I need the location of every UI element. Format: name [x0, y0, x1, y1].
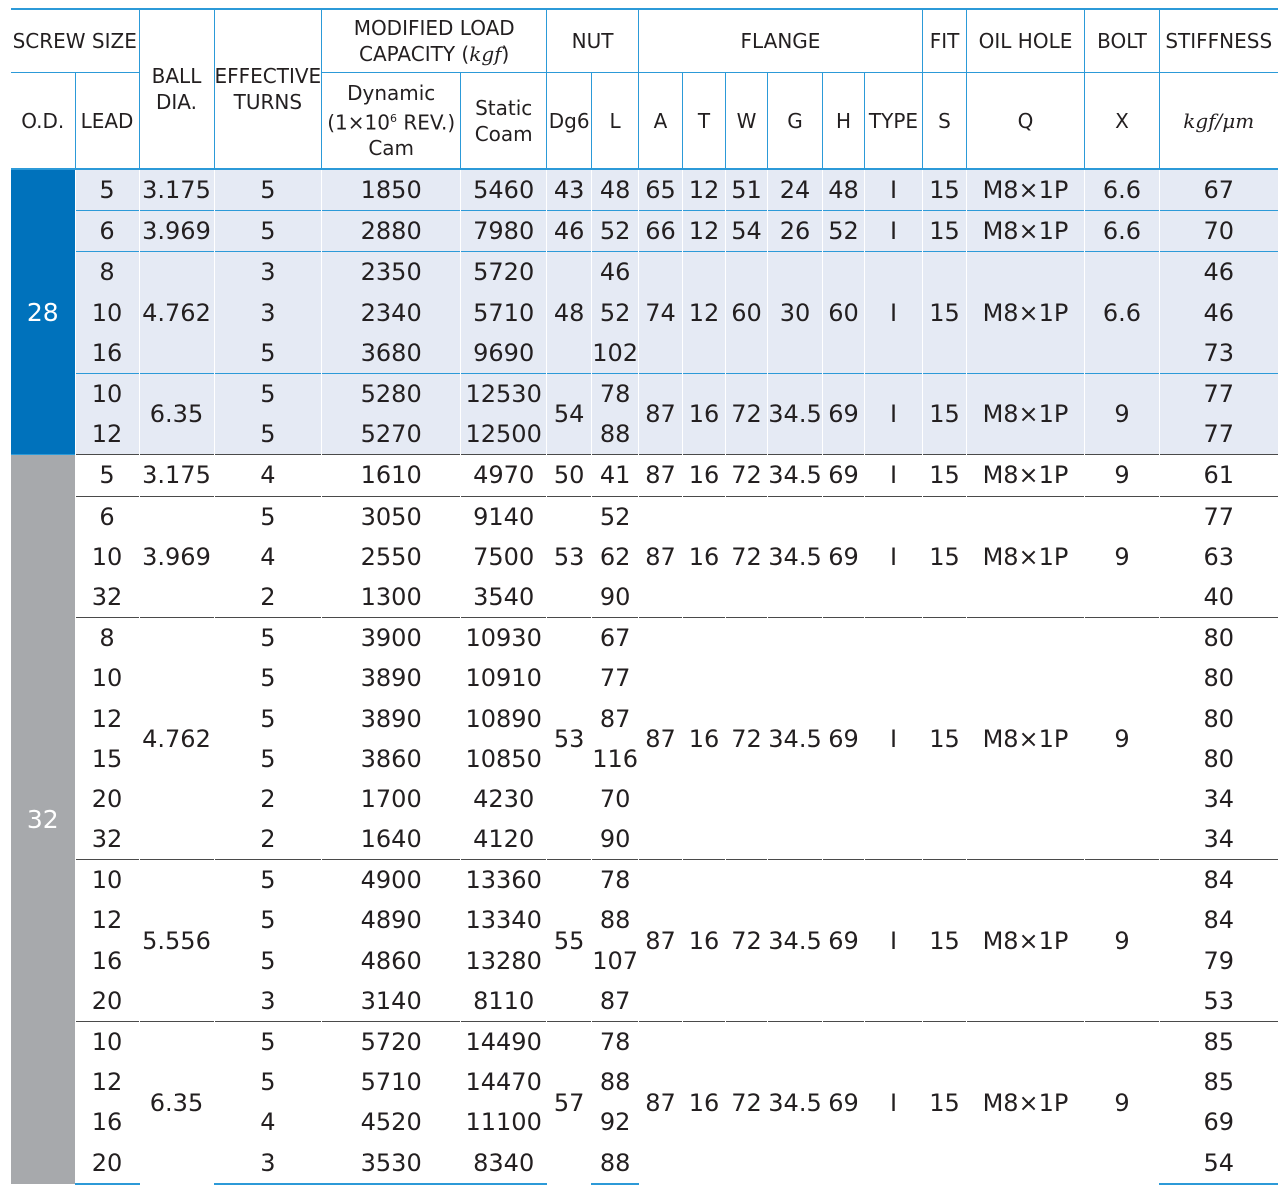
- dyn-cell: 3890: [322, 658, 461, 698]
- dynamic-header: Dynamic ($1\times 10^6$ REV.) Cam: [322, 73, 461, 170]
- turns-cell: 2: [214, 819, 322, 860]
- lead-header: LEAD: [75, 73, 139, 170]
- g-header: G: [768, 73, 823, 170]
- stat-cell: 14470: [461, 1062, 547, 1102]
- dyn-cell: 5270: [322, 414, 461, 455]
- dyn-cell: 3680: [322, 333, 461, 374]
- l-cell: 90: [592, 577, 639, 618]
- q-cell: M8×1P: [967, 455, 1085, 496]
- stiff-cell: 46: [1160, 252, 1278, 293]
- dyn-cell: 4520: [322, 1102, 461, 1142]
- dg6-cell: 54: [547, 373, 592, 454]
- stat-cell: 3540: [461, 577, 547, 618]
- ball-cell: 3.175: [139, 455, 214, 496]
- stiff-cell: 69: [1160, 1102, 1278, 1142]
- w-cell: 72: [726, 496, 768, 618]
- t-cell: 16: [683, 373, 726, 454]
- table-row: [11, 211, 1278, 252]
- stiff-cell: 84: [1160, 900, 1278, 940]
- g-cell: 34.5: [768, 496, 823, 618]
- turns-cell: 3: [214, 252, 322, 293]
- ball-cell: 6.35: [139, 1021, 214, 1183]
- stat-cell: 9690: [461, 333, 547, 374]
- stat-cell: 12500: [461, 414, 547, 455]
- s-cell: 15: [923, 618, 967, 860]
- a-cell: 87: [639, 618, 683, 860]
- stat-cell: 12530: [461, 373, 547, 414]
- dyn-cell: 4860: [322, 941, 461, 981]
- stat-cell: 13360: [461, 860, 547, 901]
- l-cell: 87: [592, 698, 639, 738]
- s-cell: 15: [923, 496, 967, 618]
- g-cell: 34.5: [768, 1021, 823, 1183]
- lead-cell: 6: [75, 211, 139, 252]
- table-row: [11, 252, 1278, 293]
- type-cell: I: [865, 252, 923, 374]
- dyn-cell: 2550: [322, 537, 461, 577]
- ball-dia-header: BALL DIA.: [139, 9, 214, 169]
- h-cell: 52: [823, 211, 865, 252]
- dyn-cell: 3050: [322, 496, 461, 537]
- type-cell: I: [865, 496, 923, 618]
- x-cell: 9: [1085, 860, 1160, 1022]
- bolt-header: BOLT: [1085, 9, 1160, 73]
- lead-cell: 10: [75, 860, 139, 901]
- stiff-cell: 73: [1160, 333, 1278, 374]
- nut-header: NUT: [547, 9, 639, 73]
- stiff-cell: 85: [1160, 1062, 1278, 1102]
- turns-cell: 2: [214, 577, 322, 618]
- turns-cell: 4: [214, 537, 322, 577]
- ball-cell: 6.35: [139, 373, 214, 454]
- a-header: A: [639, 73, 683, 170]
- stiff-cell: 34: [1160, 819, 1278, 860]
- l-cell: 87: [592, 981, 639, 1022]
- l-cell: 107: [592, 941, 639, 981]
- stat-cell: 13280: [461, 941, 547, 981]
- lead-cell: 16: [75, 941, 139, 981]
- dg6-cell: 53: [547, 618, 592, 860]
- q-cell: M8×1P: [967, 373, 1085, 454]
- stat-cell: 8340: [461, 1143, 547, 1184]
- fit-header: FIT: [923, 9, 967, 73]
- lead-cell: 20: [75, 779, 139, 819]
- q-cell: M8×1P: [967, 860, 1085, 1022]
- table-header: [11, 9, 1278, 169]
- x-cell: 6.6: [1085, 211, 1160, 252]
- l-cell: 116: [592, 739, 639, 779]
- h-cell: 69: [823, 455, 865, 496]
- h-cell: 69: [823, 496, 865, 618]
- s-cell: 15: [923, 252, 967, 374]
- stiff-cell: 85: [1160, 1021, 1278, 1062]
- oil-hole-header: OIL HOLE: [967, 9, 1085, 73]
- turns-cell: 5: [214, 1021, 322, 1062]
- h-cell: 69: [823, 1021, 865, 1183]
- lead-cell: 10: [75, 293, 139, 333]
- type-cell: I: [865, 455, 923, 496]
- lead-cell: 20: [75, 981, 139, 1022]
- stat-cell: 4120: [461, 819, 547, 860]
- table-body: [11, 169, 1278, 1184]
- stiff-cell: 77: [1160, 496, 1278, 537]
- g-cell: 26: [768, 211, 823, 252]
- stat-cell: 11100: [461, 1102, 547, 1142]
- l-cell: 90: [592, 819, 639, 860]
- t-header: T: [683, 73, 726, 170]
- l-cell: 48: [592, 169, 639, 211]
- lead-cell: 16: [75, 333, 139, 374]
- lead-cell: 8: [75, 252, 139, 293]
- h-cell: 69: [823, 373, 865, 454]
- stat-cell: 5710: [461, 293, 547, 333]
- od-cell: 28: [11, 169, 75, 455]
- lead-cell: 10: [75, 1021, 139, 1062]
- stat-cell: 5460: [461, 169, 547, 211]
- t-cell: 16: [683, 496, 726, 618]
- g-cell: 34.5: [768, 455, 823, 496]
- ball-cell: 3.175: [139, 169, 214, 211]
- stiff-cell: 61: [1160, 455, 1278, 496]
- type-cell: I: [865, 169, 923, 211]
- load-capacity-header: MODIFIED LOAD CAPACITY (kgf): [322, 9, 547, 73]
- turns-cell: 4: [214, 1102, 322, 1142]
- a-cell: 87: [639, 373, 683, 454]
- stiff-cell: 54: [1160, 1143, 1278, 1184]
- h-cell: 69: [823, 860, 865, 1022]
- w-cell: 72: [726, 455, 768, 496]
- x-cell: 9: [1085, 618, 1160, 860]
- dyn-cell: 2880: [322, 211, 461, 252]
- table-row: [11, 860, 1278, 901]
- dg6-cell: 48: [547, 252, 592, 374]
- flange-header: FLANGE: [639, 9, 923, 73]
- t-cell: 16: [683, 860, 726, 1022]
- t-cell: 12: [683, 169, 726, 211]
- h-cell: 48: [823, 169, 865, 211]
- lead-cell: 10: [75, 537, 139, 577]
- ball-cell: 4.762: [139, 252, 214, 374]
- l-cell: 92: [592, 1102, 639, 1142]
- w-cell: 72: [726, 1021, 768, 1183]
- dyn-cell: 4900: [322, 860, 461, 901]
- ball-cell: 3.969: [139, 211, 214, 252]
- stat-cell: 10850: [461, 739, 547, 779]
- stat-cell: 14490: [461, 1021, 547, 1062]
- table-row: [11, 169, 1278, 211]
- w-cell: 60: [726, 252, 768, 374]
- stiff-cell: 77: [1160, 373, 1278, 414]
- dyn-cell: 3860: [322, 739, 461, 779]
- g-cell: 34.5: [768, 373, 823, 454]
- dg6-cell: 46: [547, 211, 592, 252]
- t-cell: 12: [683, 211, 726, 252]
- turns-cell: 5: [214, 860, 322, 901]
- turns-cell: 4: [214, 455, 322, 496]
- lead-cell: 12: [75, 1062, 139, 1102]
- table-row: [11, 455, 1278, 496]
- stiff-cell: 53: [1160, 981, 1278, 1022]
- lead-cell: 10: [75, 658, 139, 698]
- t-cell: 16: [683, 1021, 726, 1183]
- w-cell: 72: [726, 618, 768, 860]
- dg6-cell: 43: [547, 169, 592, 211]
- lead-cell: 12: [75, 698, 139, 738]
- l-cell: 70: [592, 779, 639, 819]
- t-cell: 16: [683, 618, 726, 860]
- a-cell: 65: [639, 169, 683, 211]
- s-cell: 15: [923, 211, 967, 252]
- l-cell: 88: [592, 900, 639, 940]
- s-header: S: [923, 73, 967, 170]
- lead-cell: 15: [75, 739, 139, 779]
- dyn-cell: 3530: [322, 1143, 461, 1184]
- l-cell: 41: [592, 455, 639, 496]
- a-cell: 66: [639, 211, 683, 252]
- l-cell: 88: [592, 1143, 639, 1184]
- s-cell: 15: [923, 169, 967, 211]
- stiff-cell: 40: [1160, 577, 1278, 618]
- stiff-cell: 79: [1160, 941, 1278, 981]
- lead-cell: 32: [75, 577, 139, 618]
- stat-cell: 7980: [461, 211, 547, 252]
- s-cell: 15: [923, 860, 967, 1022]
- turns-cell: 5: [214, 414, 322, 455]
- table-row: [11, 373, 1278, 414]
- type-cell: I: [865, 373, 923, 454]
- s-cell: 15: [923, 1021, 967, 1183]
- w-cell: 72: [726, 373, 768, 454]
- od-cell: 32: [11, 455, 75, 1184]
- w-cell: 51: [726, 169, 768, 211]
- type-cell: I: [865, 618, 923, 860]
- stat-cell: 8110: [461, 981, 547, 1022]
- dyn-cell: 3890: [322, 698, 461, 738]
- stat-cell: 10890: [461, 698, 547, 738]
- l-cell: 78: [592, 860, 639, 901]
- ball-cell: 5.556: [139, 860, 214, 1022]
- a-cell: 87: [639, 1021, 683, 1183]
- w-cell: 72: [726, 860, 768, 1022]
- stiff-cell: 80: [1160, 618, 1278, 659]
- l-cell: 62: [592, 537, 639, 577]
- s-cell: 15: [923, 373, 967, 454]
- static-header: Static Coam: [461, 73, 547, 170]
- effective-turns-header: EFFECTIVE TURNS: [214, 9, 322, 169]
- dg6-header: Dg6: [547, 73, 592, 170]
- stat-cell: 4970: [461, 455, 547, 496]
- turns-cell: 5: [214, 496, 322, 537]
- l-cell: 102: [592, 333, 639, 374]
- a-cell: 87: [639, 455, 683, 496]
- turns-cell: 5: [214, 618, 322, 659]
- l-cell: 67: [592, 618, 639, 659]
- q-cell: M8×1P: [967, 618, 1085, 860]
- x-header: X: [1085, 73, 1160, 170]
- dyn-cell: 5280: [322, 373, 461, 414]
- l-cell: 52: [592, 496, 639, 537]
- l-cell: 88: [592, 1062, 639, 1102]
- table-row: [11, 1021, 1278, 1062]
- ball-screw-spec-table: [11, 8, 1278, 1185]
- l-cell: 52: [592, 293, 639, 333]
- turns-cell: 2: [214, 779, 322, 819]
- turns-cell: 5: [214, 658, 322, 698]
- l-cell: 78: [592, 1021, 639, 1062]
- l-cell: 77: [592, 658, 639, 698]
- dyn-cell: 2340: [322, 293, 461, 333]
- lead-cell: 8: [75, 618, 139, 659]
- stiff-cell: 34: [1160, 779, 1278, 819]
- dg6-cell: 57: [547, 1021, 592, 1183]
- lead-cell: 12: [75, 414, 139, 455]
- turns-cell: 3: [214, 981, 322, 1022]
- stat-cell: 5720: [461, 252, 547, 293]
- turns-cell: 3: [214, 1143, 322, 1184]
- dyn-cell: 1610: [322, 455, 461, 496]
- q-cell: M8×1P: [967, 211, 1085, 252]
- dyn-cell: 5710: [322, 1062, 461, 1102]
- l-header: L: [592, 73, 639, 170]
- table-row: [11, 496, 1278, 537]
- turns-cell: 5: [214, 941, 322, 981]
- h-cell: 69: [823, 618, 865, 860]
- stiff-cell: 77: [1160, 414, 1278, 455]
- t-cell: 12: [683, 252, 726, 374]
- lead-cell: 10: [75, 373, 139, 414]
- h-header: H: [823, 73, 865, 170]
- dyn-cell: 1640: [322, 819, 461, 860]
- dyn-cell: 3140: [322, 981, 461, 1022]
- x-cell: 9: [1085, 496, 1160, 618]
- turns-cell: 5: [214, 739, 322, 779]
- l-cell: 52: [592, 211, 639, 252]
- q-cell: M8×1P: [967, 169, 1085, 211]
- a-cell: 74: [639, 252, 683, 374]
- x-cell: 9: [1085, 1021, 1160, 1183]
- l-cell: 78: [592, 373, 639, 414]
- lead-cell: 5: [75, 169, 139, 211]
- dg6-cell: 50: [547, 455, 592, 496]
- turns-cell: 5: [214, 900, 322, 940]
- turns-cell: 5: [214, 169, 322, 211]
- x-cell: 6.6: [1085, 252, 1160, 374]
- stiffness-header: STIFFNESS: [1160, 9, 1278, 73]
- lead-cell: 16: [75, 1102, 139, 1142]
- dyn-cell: 3900: [322, 618, 461, 659]
- turns-cell: 5: [214, 373, 322, 414]
- stat-cell: 13340: [461, 900, 547, 940]
- l-cell: 46: [592, 252, 639, 293]
- stat-cell: 10910: [461, 658, 547, 698]
- lead-cell: 6: [75, 496, 139, 537]
- ball-cell: 4.762: [139, 618, 214, 860]
- type-header: TYPE: [865, 73, 923, 170]
- lead-cell: 20: [75, 1143, 139, 1184]
- g-cell: 34.5: [768, 618, 823, 860]
- stiff-cell: 80: [1160, 698, 1278, 738]
- dyn-cell: 4890: [322, 900, 461, 940]
- dyn-cell: 1850: [322, 169, 461, 211]
- w-cell: 54: [726, 211, 768, 252]
- stiffness-unit-header: kgf/μm: [1160, 73, 1278, 170]
- lead-cell: 12: [75, 900, 139, 940]
- screw-size-header: SCREW SIZE: [11, 9, 139, 73]
- h-cell: 60: [823, 252, 865, 374]
- dyn-cell: 2350: [322, 252, 461, 293]
- stat-cell: 7500: [461, 537, 547, 577]
- x-cell: 9: [1085, 373, 1160, 454]
- x-cell: 9: [1085, 455, 1160, 496]
- dyn-cell: 1300: [322, 577, 461, 618]
- table-row: [11, 618, 1278, 659]
- stiff-cell: 67: [1160, 169, 1278, 211]
- q-cell: M8×1P: [967, 496, 1085, 618]
- stiff-cell: 70: [1160, 211, 1278, 252]
- stat-cell: 4230: [461, 779, 547, 819]
- type-cell: I: [865, 1021, 923, 1183]
- ball-cell: 3.969: [139, 496, 214, 618]
- type-cell: I: [865, 211, 923, 252]
- q-cell: M8×1P: [967, 252, 1085, 374]
- turns-cell: 5: [214, 1062, 322, 1102]
- stat-cell: 10930: [461, 618, 547, 659]
- t-cell: 16: [683, 455, 726, 496]
- turns-cell: 5: [214, 698, 322, 738]
- stiff-cell: 80: [1160, 658, 1278, 698]
- s-cell: 15: [923, 455, 967, 496]
- x-cell: 6.6: [1085, 169, 1160, 211]
- l-cell: 88: [592, 414, 639, 455]
- turns-cell: 5: [214, 333, 322, 374]
- a-cell: 87: [639, 860, 683, 1022]
- stiff-cell: 46: [1160, 293, 1278, 333]
- w-header: W: [726, 73, 768, 170]
- dyn-cell: 5720: [322, 1021, 461, 1062]
- g-cell: 30: [768, 252, 823, 374]
- g-cell: 24: [768, 169, 823, 211]
- a-cell: 87: [639, 496, 683, 618]
- dg6-cell: 53: [547, 496, 592, 618]
- q-header: Q: [967, 73, 1085, 170]
- g-cell: 34.5: [768, 860, 823, 1022]
- type-cell: I: [865, 860, 923, 1022]
- turns-cell: 3: [214, 293, 322, 333]
- dg6-cell: 55: [547, 860, 592, 1022]
- stiff-cell: 84: [1160, 860, 1278, 901]
- stiff-cell: 63: [1160, 537, 1278, 577]
- q-cell: M8×1P: [967, 1021, 1085, 1183]
- stiff-cell: 80: [1160, 739, 1278, 779]
- lead-cell: 32: [75, 819, 139, 860]
- dyn-cell: 1700: [322, 779, 461, 819]
- lead-cell: 5: [75, 455, 139, 496]
- turns-cell: 5: [214, 211, 322, 252]
- stat-cell: 9140: [461, 496, 547, 537]
- od-header: O.D.: [11, 73, 75, 170]
